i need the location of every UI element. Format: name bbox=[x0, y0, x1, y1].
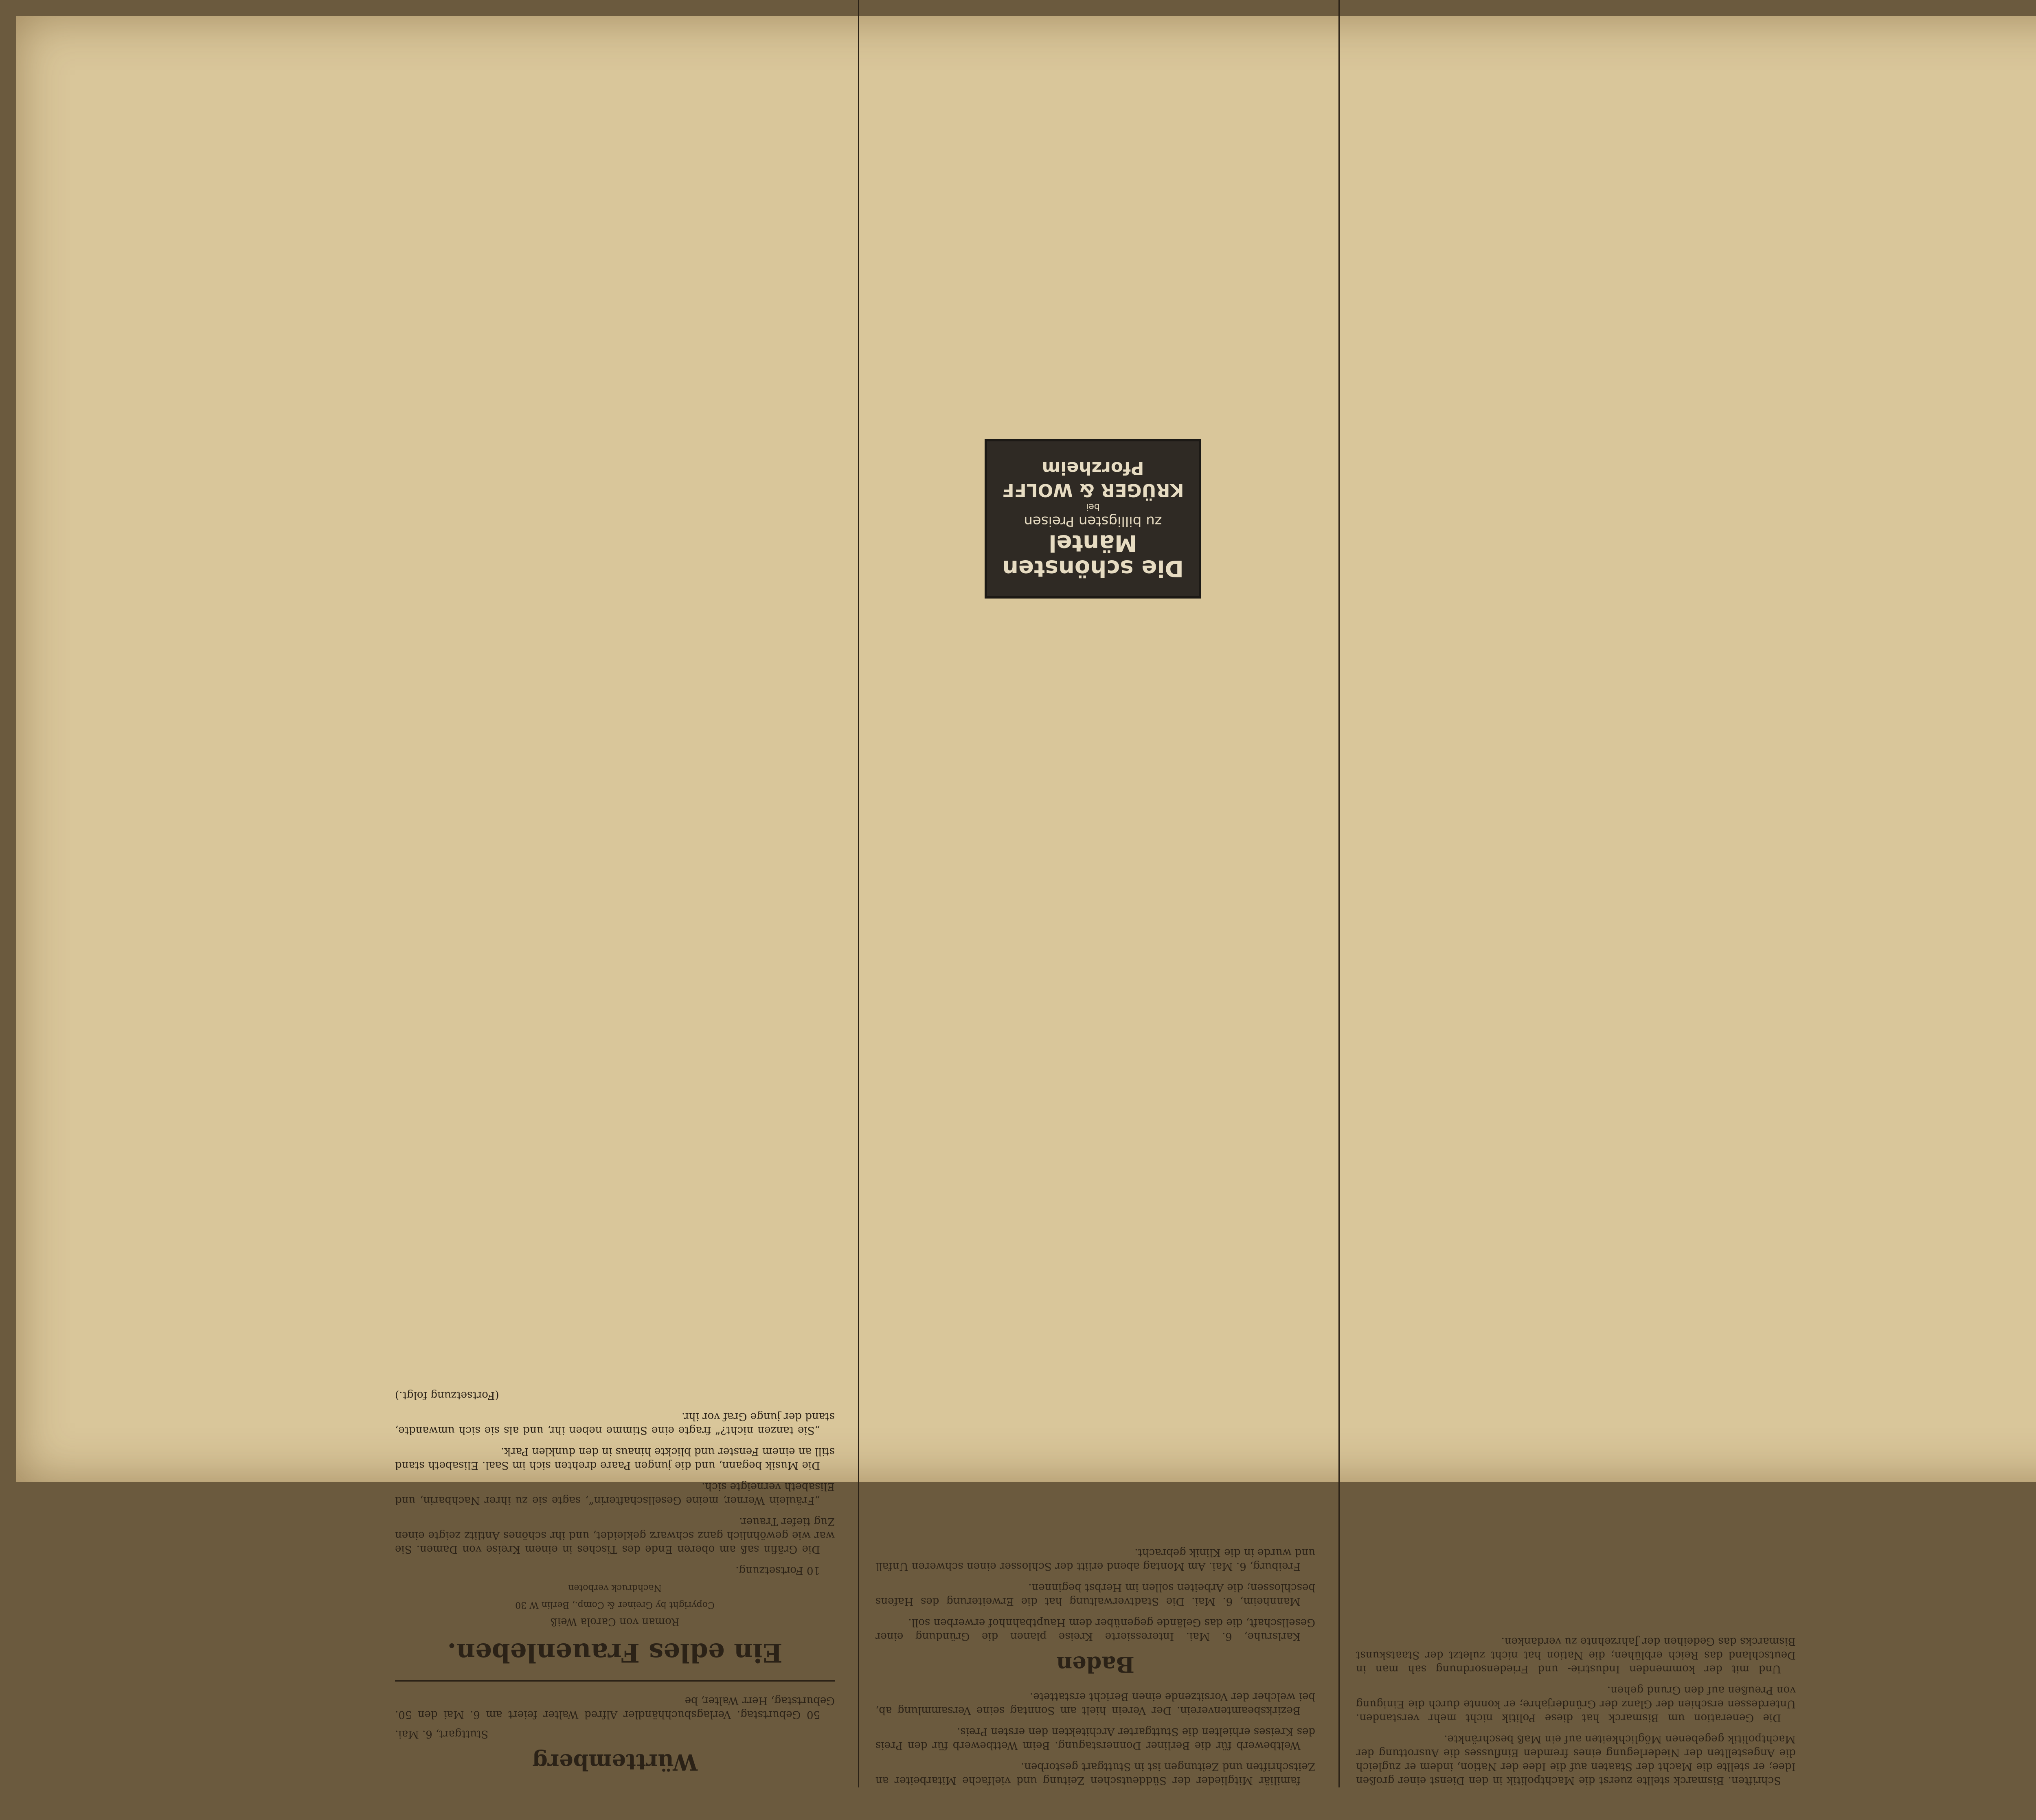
novel-paragraph: Die Musik begann, und die jungen Paare drehten sich im Saal. Elisabeth stand still an einem Fenster und blickte hinaus in den dunklen Park. bbox=[395, 1445, 835, 1471]
column-divider bbox=[858, 0, 859, 1787]
novel-paragraph: „Fräulein Werner, meine Gesellschafterin“, sagte sie zu ihrer Nachbarin, und Elisabeth verneigte sich. bbox=[395, 1480, 835, 1506]
middle-paragraph: Bezirksbeamtenverein. Der Verein hielt am Sonntag seine Versammlung ab, bei welcher der Vorsitzende einen Bericht erstattete. bbox=[875, 1691, 1315, 1717]
novel-paragraph: „Sie tanzen nicht?“ fragte eine Stimme neben ihr, und als sie sich umwandte, stand der junge Graf vor ihr. bbox=[395, 1410, 835, 1436]
novel-notice: Nachdruck verboten bbox=[568, 1583, 662, 1593]
baden-paragraph: Karlsruhe, 6. Mai. Interessierte Kreise planen die Gründung einer Gesellschaft, die das Gelände gegenüber dem Hauptbahnhof erwerben soll. bbox=[875, 1616, 1315, 1642]
novel-author: Roman von Carola Weiß bbox=[550, 1616, 680, 1628]
novel-copyright: Copyright by Greiner & Comp., Berlin W 30 bbox=[515, 1600, 715, 1610]
section-title-wuerttemberg: Württemberg bbox=[532, 1749, 698, 1775]
section-rule bbox=[395, 1680, 835, 1682]
continuation-footer: (Fortsetzung folgt.) bbox=[395, 1389, 499, 1401]
left-paragraph: Schriften. Bismarck stellte zuerst die Machtpolitik in den Dienst einer großen Idee; er stellte die Macht der Staaten auf die Idee der Nation, indem er zugleich die Angestellten der Niederlegung eines fremden Einflusses die Ausrottung der Machtpolitik gegebenen Möglichkeiten auf ein Maß beschränkte. bbox=[1356, 1733, 1796, 1787]
baden-paragraph: Mannheim, 6. Mai. Die Stadtverwaltung hat die Erweiterung des Hafens beschlossen; die Arbeiten sollen im Herbst beginnen. bbox=[875, 1581, 1315, 1607]
dateline: Stuttgart, 6. Mai. bbox=[395, 1728, 489, 1740]
ad-subline: zu billigsten Preisen bbox=[1024, 513, 1162, 529]
left-paragraph: Und mit der kommenden Industrie- und Friedensordnung sah man in Deutschland das Reich erblühen; die Nation hat nicht zuletzt der Staatskunst Bismarcks das Gedeihen der Jahrzehnte zu verdanken. bbox=[1356, 1635, 1796, 1675]
intro-paragraph: 50 Geburtstag. Verlagsbuchhändler Alfred Walter feiert am 6. Mai den 50. Geburtstag, Herr Walter, be bbox=[395, 1695, 835, 1721]
ad-headline: Die schönsten Mäntel bbox=[1002, 530, 1184, 581]
left-paragraph: Die Generation um Bismarck hat diese Politik nicht mehr verstanden. Unterdessen erschien der Glanz der Gründerjahre; er konnte durch die Einigung von Preußen auf den Grund gehen. bbox=[1356, 1684, 1796, 1724]
novel-continuation: 10 Fortsetzung. bbox=[735, 1564, 820, 1577]
left-column bbox=[1356, 0, 1796, 1787]
novel-title: Ein edles Frauenleben. bbox=[447, 1637, 783, 1668]
rotated-page-content bbox=[371, 0, 1820, 1820]
right-column bbox=[395, 0, 835, 1787]
advertisement-box bbox=[985, 439, 1201, 599]
novel-paragraph: Die Gräfin saß am oberen Ende des Tisches in einem Kreise von Damen. Sie war wie gewöhnlich ganz schwarz gekleidet, und ihr schönes Antlitz zeigte einen Zug tiefer Trauer. bbox=[395, 1515, 835, 1555]
ad-brand: KRÜGER & WOLFF Pforzheim bbox=[1002, 458, 1184, 500]
middle-paragraph: Weltbewerb für die Berliner Donnerstagung. Beim Wettbewerb für den Preis des Kreises erhielten die Stuttgarter Architekten den ersten Preis. bbox=[875, 1726, 1315, 1752]
middle-column bbox=[875, 0, 1315, 1787]
baden-paragraph: Freiburg, 6. Mai. Am Montag abend erlitt der Schlosser einen schweren Unfall und wurde in die Klinik gebracht. bbox=[875, 1546, 1315, 1572]
section-title-baden: Baden bbox=[1056, 1651, 1135, 1677]
newspaper-page bbox=[16, 16, 2036, 1787]
middle-paragraph: familiär Mitglieder der Süddeutschen Zeitung und vielfache Mitarbeiter an Zeitschriften und Zeitungen ist in Stuttgart gestorben. bbox=[875, 1761, 1315, 1787]
ad-connector: bei bbox=[1086, 502, 1100, 512]
column-divider bbox=[1338, 0, 1340, 1787]
